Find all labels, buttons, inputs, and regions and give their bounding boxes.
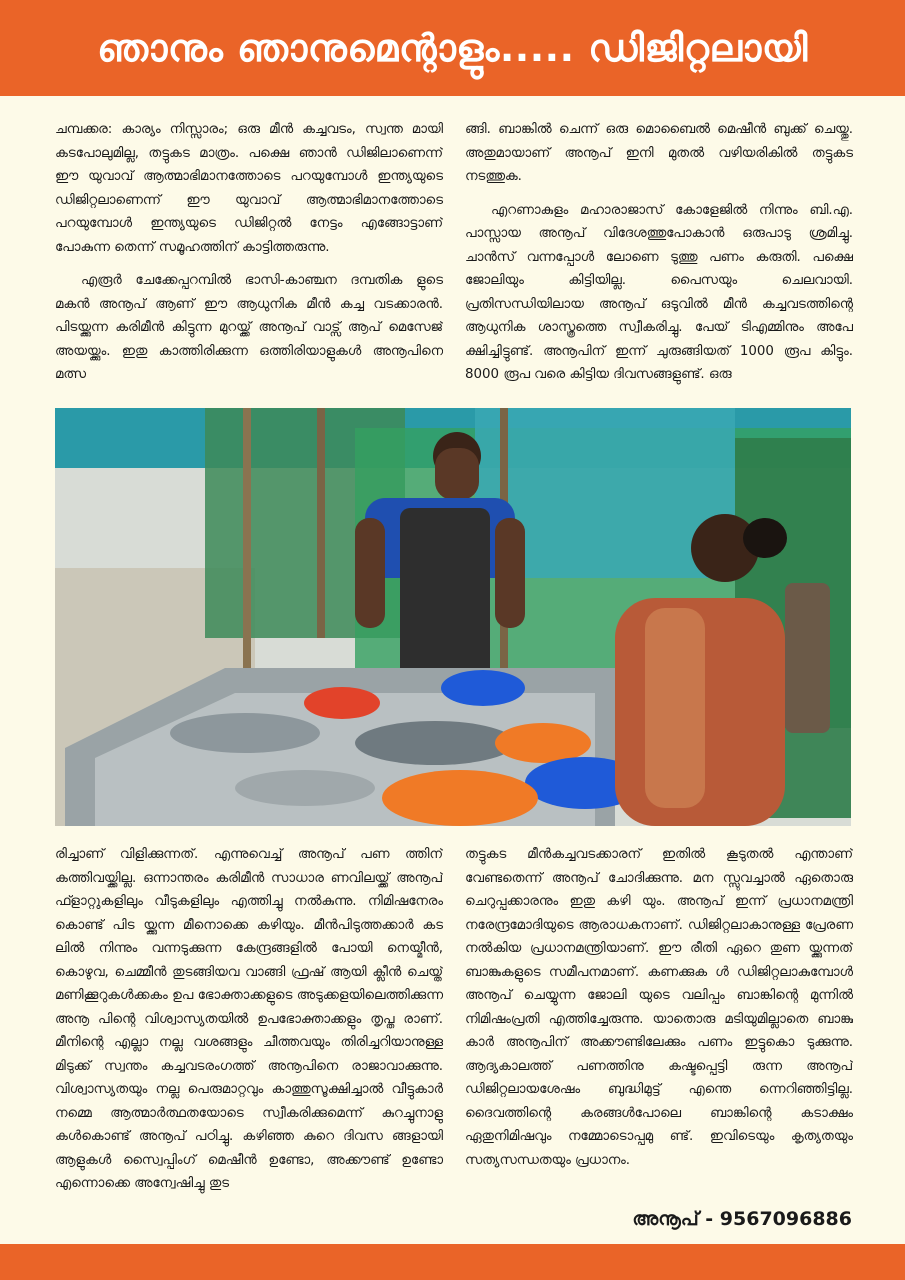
header-banner: [0, 0, 905, 96]
paragraph: ചമ്പക്കര: കാര്യം നിസ്സാരം; ഒരു മീൻ കച്ചവടം, സ്വന്ത മായി കടപോലുമില്ല, തട്ടുകട മാത്രം. പക്ഷെ ഞാൻ ഡിജിലാണെന്ന് ഈ യുവാവ് ആത്മാഭിമാനത്തോടെ പറയുമ്പോൾ ഇന്ത്യയുടെ ഡിജിറ്റലാണെന്ന് ഈ യുവാവ് ആത്മാഭിമാനത്തോടെ പറയുമ്പോൾ ഇന്ത്യയുടെ ഡിജിറ്റൽ നേട്ടം എങ്ങോട്ടാണ് പോകുന്ന തെന്ന് സമൂഹത്തിന് കാട്ടിത്തരുന്നു.: [55, 122, 443, 255]
article-column-bottom-right: [465, 843, 853, 1208]
article-column-top-right: [465, 118, 853, 388]
paragraph: ങ്ങി. ബാങ്കിൽ ചെന്ന് ഒരു മൊബൈൽ മെഷീൻ ബുക്ക് ചെയ്തു. അതുമായാണ് അനൂപ് ഇനി മുതൽ വഴിയരികിൽ തട്ടുകട നടത്തുക.: [465, 122, 853, 184]
page-title: ഞാനും ഞാനുമെന്റാളും..... ഡിജിറ്റലായി: [97, 25, 808, 70]
article-column-top-left: [55, 118, 443, 388]
paragraph: എരൂർ ചേക്കേപ്പറമ്പിൽ ഭാസി-കാഞ്ചന ദമ്പതിക ളുടെ മകൻ അനൂപ് ആണ് ഈ ആധുനിക മീൻ കച്ച വടക്കാരൻ. പിടയ്ക്കുന്ന കരിമീൻ കിട്ടുന്ന മുറയ്ക്ക് അനൂപ് വാട്സ് ആപ് മെസേജ് അയയ്ക്കും. ഇതു കാത്തിരിക്കുന്ന ഒത്തിരിയാളുകൾ അനൂപിനെ മത്സ: [55, 273, 443, 382]
paragraph: രിച്ചാണ് വിളിക്കുന്നത്. എന്നുവെച്ച് അനൂപ് പണ ത്തിന് കത്തിവയ്ക്കില്ല. ഒന്നാന്തരം കരിമീൻ സാധാര ണവിലയ്ക്ക് അനൂപ് ഫ്ളാറ്റുകളിലും വീടുകളിലും എത്തിച്ചു നൽകുന്നു. നിമിഷനേരം കൊണ്ട് പിട യ്ക്കുന്ന മീനൊക്കെ കഴിയും. മീൻപിടുത്തക്കാർ കട ലിൽ നിന്നും വന്നടുക്കുന്ന കേന്ദ്രങ്ങളിൽ പോയി നെയ്മീൻ, കൊഴുവ, ചെമ്മീൻ തുടങ്ങിയവ വാങ്ങി ഫ്രഷ് ആയി ക്ലീൻ ചെയ്ത് മണിക്കൂറുകൾക്കകം ഉപ ഭോക്താക്കളുടെ അടുക്കളയിലെത്തിക്കുന്ന അനൂ പിന്റെ വിശ്വാസ്യതയിൽ ഉപഭോക്താക്കളും തൃപ്ത രാണ്. മീനിന്റെ എല്ലാ നല്ല വശങ്ങളും ചീത്തവയും തിരിച്ചറിയാനുള്ള മിടുക്ക് സ്വന്തം കച്ചവടരംഗത്ത് അനൂപിനെ രാജാവാക്കുന്നു. വിശ്വാസ്യതയും നല്ല പെരുമാറ്റവും കാത്തുസൂക്ഷിച്ചാൽ വീട്ടുകാർ നമ്മെ ആത്മാർത്ഥതയോടെ സ്വീകരിക്കുമെന്ന് കുറച്ചുനാളു കൾകൊണ്ട് അനൂപ് പഠിച്ചു. കഴിഞ്ഞ കുറെ ദിവസ ങ്ങളായി ആളുകൾ സ്വൈപ്പിംഗ് മെഷീൻ ഉണ്ടോ, അക്കൗണ്ട് ഉണ്ടോ എന്നൊക്കെ അന്വേഷിച്ചു തുട: [55, 847, 443, 1191]
photo-illustration: [55, 408, 851, 826]
article-column-bottom-left: [55, 843, 443, 1235]
paragraph: തട്ടുകട മീൻകച്ചവടക്കാരന് ഇതിൽ കൂടുതൽ എന്താണ് വേണ്ടതെന്ന് അനൂപ് ചോദിക്കുന്നു. മന സ്സുവച്ചാൽ ഏതൊരു ചെറുപ്പക്കാരനും ഇതു കഴി യും. അനൂപ് ഇന്ന് പ്രധാനമന്ത്രി നരേന്ദ്രമോദിയുടെ ആരാധകനാണ്. ഡിജിറ്റലാകാനുള്ള പ്രേരണ നൽകിയ പ്രധാനമന്ത്രിയാണ്. ഈ രീതി ഏറെ തുണ യ്ക്കുന്നത് ബാങ്കുകളുടെ സമീപനമാണ്. കണക്കുക ൾ ഡിജിറ്റലാകുമ്പോൾ അനൂപ് ചെയ്യുന്ന ജോലി യുടെ വലിപ്പം ബാങ്കിന്റെ മുന്നിൽ നിമിഷംപ്രതി എത്തിച്ചേരുന്നു. യാതൊരു മടിയുമില്ലാതെ ബാങ്കു കാർ അനൂപിന് അക്കൗണ്ടിലേക്കും പണം ഇട്ടുകൊ ടുക്കുന്നു. ആദ്യകാലത്ത് പണത്തിനു കഷ്ടപ്പെട്ടി രുന്ന അനൂപ് ഡിജിറ്റലായശേഷം ബുദ്ധിമുട്ട് എന്തെ ന്നെറിഞ്ഞിട്ടില്ല. ദൈവത്തിന്റെ കരങ്ങൾപോലെ ബാങ്കിന്റെ കടാക്ഷം ഏതുനിമിഷവും നമ്മോടൊപ്പമു ണ്ട്. ഇവിടെയും കൃത്യതയും സത്യസന്ധതയും പ്രധാനം.: [465, 847, 853, 1168]
paragraph: എറണാകുളം മഹാരാജാസ് കോളേജിൽ നിന്നും ബി.എ. പാസ്സായ അനൂപ് വിദേശത്തുപോകാൻ ഒരുപാടു ശ്രമിച്ചു. ചാൻസ് വന്നപ്പോൾ ലോണെ ടുത്തു പണം കരുതി. പക്ഷെ ജോലിയും കിട്ടിയില്ല. പൈസയും ചെലവായി. പ്രതിസന്ധിയിലായ അനൂപ് ഒടുവിൽ മീൻ കച്ചവടത്തിന്റെ ആധുനിക ശാസ്ത്രത്തെ സ്വീകരിച്ചു. പേയ് ടിഎമ്മിനും അപേ ക്ഷിച്ചിട്ടുണ്ട്. അനൂപിന് ഇന്ന് ചുരുങ്ങിയത് 1000 രൂപ കിട്ടും. 8000 രൂപ വരെ കിട്ടിയ ദിവസങ്ങളുണ്ട്. ഒരു: [465, 202, 853, 382]
footer-banner: [0, 1244, 905, 1280]
fish-stall-photo: [55, 408, 851, 826]
author-signature: അനൂപ് - 9567096886: [632, 1208, 852, 1230]
